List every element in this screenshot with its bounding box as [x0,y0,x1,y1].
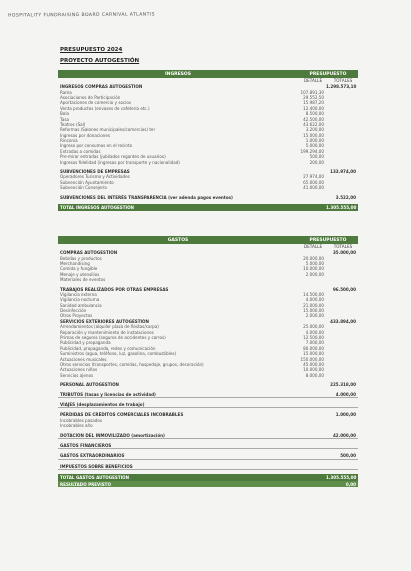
gastos-row-label: Publicidad y propaganda [60,340,111,346]
ingresos-row [58,116,358,121]
gastos-row-total: 500,00 [340,453,356,459]
ingresos-row [58,95,358,100]
gastos-row-detail: 2.000,00 [305,271,324,277]
ingresos-row-label: Rinconia [60,138,78,144]
ingresos-row-label: INGRESOS COMPRAS AUTOGESTION [60,84,143,90]
gastos-row-label: VIAJES (desplazamientos de trabajo) [60,401,145,407]
ingresos-row [58,111,358,116]
gastos-row-label: SERVICIOS EXTERIORES AUTOGESTIÓN [60,318,149,324]
gastos-row-label: DOTACIÓN DEL INMOVILIZADO (amortización) [60,432,165,438]
ingresos-row-label: Operadores Turismo y Actividades [60,174,130,180]
gastos-row-label: Incobrables pasados [60,417,103,423]
ingresos-row-total: 1.298.573,10 [326,84,357,90]
gastos-row [58,324,358,329]
result-label: RESULTADO PREVISTO [60,481,111,487]
gastos-row-label: Otros servicios (transportes, comidas, hospedaje, grupos, decoración) [60,362,204,367]
gastos-row-label: Desinfección [60,308,87,314]
gastos-row-label: Bebidas y productos [60,255,102,261]
ingresos-row-detail: 41.000,00 [303,185,324,191]
gastos-row [58,255,358,260]
ingresos-row-label: Ingreso por consumos en el recinto [60,143,133,149]
ingresos-row [58,133,358,138]
gastos-row [58,362,358,367]
gastos-row-label: Reparación y mantenimiento de instalaciones [60,329,154,335]
gastos-row-detail: 12.500,00 [303,335,324,341]
gastos-row [58,329,358,334]
ingresos-row [58,138,358,143]
ingresos-row-label: SUBVENCIONES DE EMPRESAS [60,169,130,175]
gastos-row-label: Vigilancia nocturna [60,297,100,303]
gastos-row [58,266,358,271]
ingresos-row [58,127,358,132]
ingresos-row-detail: 42.500,00 [303,116,324,122]
gastos-row-label: IMPUESTOS SOBRE BENEFICIOS [60,463,133,469]
ingresos-subheader [58,78,358,84]
result-value: 0,00 [345,481,356,487]
gastos-head-right: PRESUPUESTO [309,237,347,243]
ingresos-row-detail: 1.000,00 [305,138,324,144]
gastos-row-label: Merchandising [60,260,90,266]
gastos-row-total: 4.000,00 [335,391,356,397]
gastos-row-total: 35.000,00 [332,250,356,256]
gastos-row-label: Materiales de eventos [60,277,106,283]
gastos-row [58,351,358,356]
gastos-row-detail: 2.000,00 [305,313,324,319]
gastos-row-total: 433.894,00 [330,318,356,324]
gastos-row-label: Sanidad ambulancia [60,302,102,308]
gastos-row [58,297,358,302]
ingresos-total-label: TOTAL INGRESOS AUTOGESTIÓN [60,204,134,210]
ingresos-row-detail: 15.987,20 [303,100,324,106]
gastos-row [58,367,358,372]
ingresos-row-label: Venta productos (envases de cafetería etc.) [60,105,150,111]
gastos-table [58,236,358,487]
org-header: HOSPITALITY FUNDRAISING BOARD CARNIVAL ATLANTIS [7,12,155,19]
gastos-col2: TOTALES [333,244,353,249]
ingresos-row-total: 133.974,00 [330,169,356,175]
ingresos-row-detail: 27.974,00 [303,174,324,180]
gastos-row-label: PÉRDIDAS DE CRÉDITOS COMERCIALES INCOBRABLES [60,412,184,418]
gastos-row [58,272,358,277]
gastos-row-detail: 14.500,00 [303,291,324,297]
ingresos-row-detail: 15.000,00 [303,132,324,138]
ingresos-row-detail: 5.000,00 [305,143,324,149]
ingresos-row-label: Aportaciones de comercio y socios [60,100,131,106]
ingresos-row-label: Ingresos por donaciones [60,132,111,138]
gastos-row-detail: 21.000,00 [303,302,324,308]
gastos-row-total: 1.000,00 [335,412,356,418]
ingresos-row-label: Teatros (Sal) [60,121,86,127]
ingresos-row-detail: 29.552,50 [303,94,324,100]
gastos-row-detail: 15.000,00 [303,351,324,357]
gastos-row-detail: 8.000,00 [305,372,324,378]
gastos-row-label: GASTOS FINANCIEROS [60,442,112,448]
gastos-row-label: Comida y fungible [60,266,98,272]
ingresos-row [58,106,358,111]
gastos-row [58,335,358,340]
ingresos-rows [58,84,358,200]
gastos-row [58,292,358,297]
ingresos-row-label: Bola [60,111,69,117]
ingresos-col1: DETALLE [303,78,323,83]
gastos-row [58,308,358,313]
ingresos-row [58,143,358,148]
gastos-row-label: Suministros (agua, teléfono, luz, gasolina, combustibles) [60,351,177,357]
gastos-row-detail: 10.000,00 [303,266,324,272]
ingresos-row [58,89,358,94]
ingresos-row-detail: 65.000,00 [303,179,324,185]
ingresos-row [58,100,358,105]
gastos-row-label: COMPRAS AUTOGESTIÓN [60,250,118,256]
gastos-row [58,346,358,351]
ingresos-row-detail: 8.500,00 [305,111,324,117]
ingresos-row-label: Reformas (Salones municipales/comercios) ter [60,127,156,133]
gastos-row [58,373,358,378]
gastos-row [58,261,358,266]
gastos-row-detail: 4.000,00 [305,329,324,335]
gastos-subheader [58,244,358,250]
ingresos-row-detail: 199.294,00 [300,148,324,154]
gastos-total-value: 1.305.555,00 [326,474,357,480]
ingresos-row-label: Pre-mirar entradas (jubilados regantes de usuarios) [60,154,166,160]
ingresos-row-label: Tasa [60,116,69,122]
gastos-row-detail: 10.000,00 [303,367,324,373]
gastos-row-total: 42.000,00 [332,432,356,438]
gastos-row-label: PERSONAL AUTOGESTIÓN [60,382,119,388]
gastos-row [58,340,358,345]
ingresos-row-label: Ingresos fidelidad (ingresos por transporte y nacionalidad) [60,159,180,165]
ingresos-row [58,159,358,164]
ingresos-row [58,185,358,190]
gastos-row-label: TRABAJOS REALIZADOS POR OTRAS EMPRESAS [60,286,169,292]
gastos-row-detail: 25.000,00 [303,324,324,330]
gastos-row-detail: 4.000,00 [305,297,324,303]
ingresos-row-detail: 107.891,30 [300,89,324,95]
gastos-row-detail: 80.000,00 [303,345,324,351]
gastos-row-detail: 5.000,00 [305,260,324,266]
gastos-rows [58,250,358,470]
ingresos-row-label: Subvención Ayuntamiento [60,179,114,185]
section-title: PROYECTO AUTOGESTIÓN [60,58,140,64]
gastos-row-label: Arrendamientos (alquiler plaza de fiestas/carpa) [60,324,159,330]
gastos-row-label: Actuaciones niños [60,367,98,373]
gastos-row-detail: 15.000,00 [303,308,324,314]
ingresos-row [58,122,358,127]
gastos-row-label: Publicidad, propaganda, redes y comunicación [60,345,156,351]
gastos-row-detail: 20.000,00 [303,255,324,261]
ingresos-row-detail: 500,00 [309,154,324,160]
gastos-row-label: Vigilancia externa [60,291,97,297]
gastos-row-label: Primas de seguros (seguros de accidentes y carros) [60,335,166,341]
result-row [58,481,358,488]
gastos-row-label: Servicios ajenos [60,372,94,378]
gastos-row [58,313,358,318]
gastos-row-total: 96.500,00 [332,286,356,292]
gastos-row-detail: 7.000,00 [305,340,324,346]
gastos-total-row [58,474,358,481]
ingresos-total-value: 1.305.555,00 [326,204,357,210]
ingresos-row [58,149,358,154]
gastos-head-left: GASTOS [167,237,189,243]
ingresos-row-detail: 3.200,00 [305,127,324,133]
ingresos-row [58,154,358,159]
gastos-row-label: Otros Proyectos [60,313,93,319]
gastos-row [58,356,358,361]
ingresos-row-detail: 200,00 [309,159,324,165]
ingresos-row-label: Entradas a comidas [60,148,101,154]
ingresos-row-detail: 43.622,00 [303,121,324,127]
gastos-row-label: Menaje y utensilios [60,271,100,277]
ingresos-row-label: Subvención Consejería [60,185,107,191]
doc-title: PRESUPUESTO 2024 [60,47,123,53]
ingresos-row-label: Rama [60,89,72,95]
ingresos-row-label: Asociaciones de Participación [60,94,121,100]
ingresos-row [58,174,358,179]
ingresos-head-left: INGRESOS [165,71,191,77]
ingresos-row-label: SUBVENCIONES DEL INTERÉS TRANSPARENCIA (ver adenda pagos eventos) [60,194,233,200]
ingresos-total-row [58,204,358,211]
gastos-row [58,303,358,308]
ingresos-row [58,180,358,185]
gastos-row-label: GASTOS EXTRAORDINARIOS [60,453,125,459]
gastos-total-label: TOTAL GASTOS AUTOGESTIÓN [60,474,130,480]
ingresos-row-total: 3.522,00 [335,194,356,200]
ingresos-table [58,70,358,211]
ingresos-col2: TOTALES [333,78,353,83]
gastos-row-total: 225.318,00 [330,382,356,388]
ingresos-row-detail: 12.400,00 [303,105,324,111]
ingresos-head-right: PRESUPUESTO [309,71,347,77]
gastos-row-label: Incobrables año [60,423,93,429]
gastos-row-label: TRIBUTOS (tasas y licencias de actividad) [60,391,156,397]
gastos-row-label: Actuaciones musicales [60,356,107,362]
gastos-col1: DETALLE [303,244,323,249]
ingresos-header [58,70,358,78]
gastos-row-detail: 150.000,00 [300,356,324,362]
gastos-header [58,236,358,244]
gastos-row-detail: 45.000,00 [303,362,324,367]
